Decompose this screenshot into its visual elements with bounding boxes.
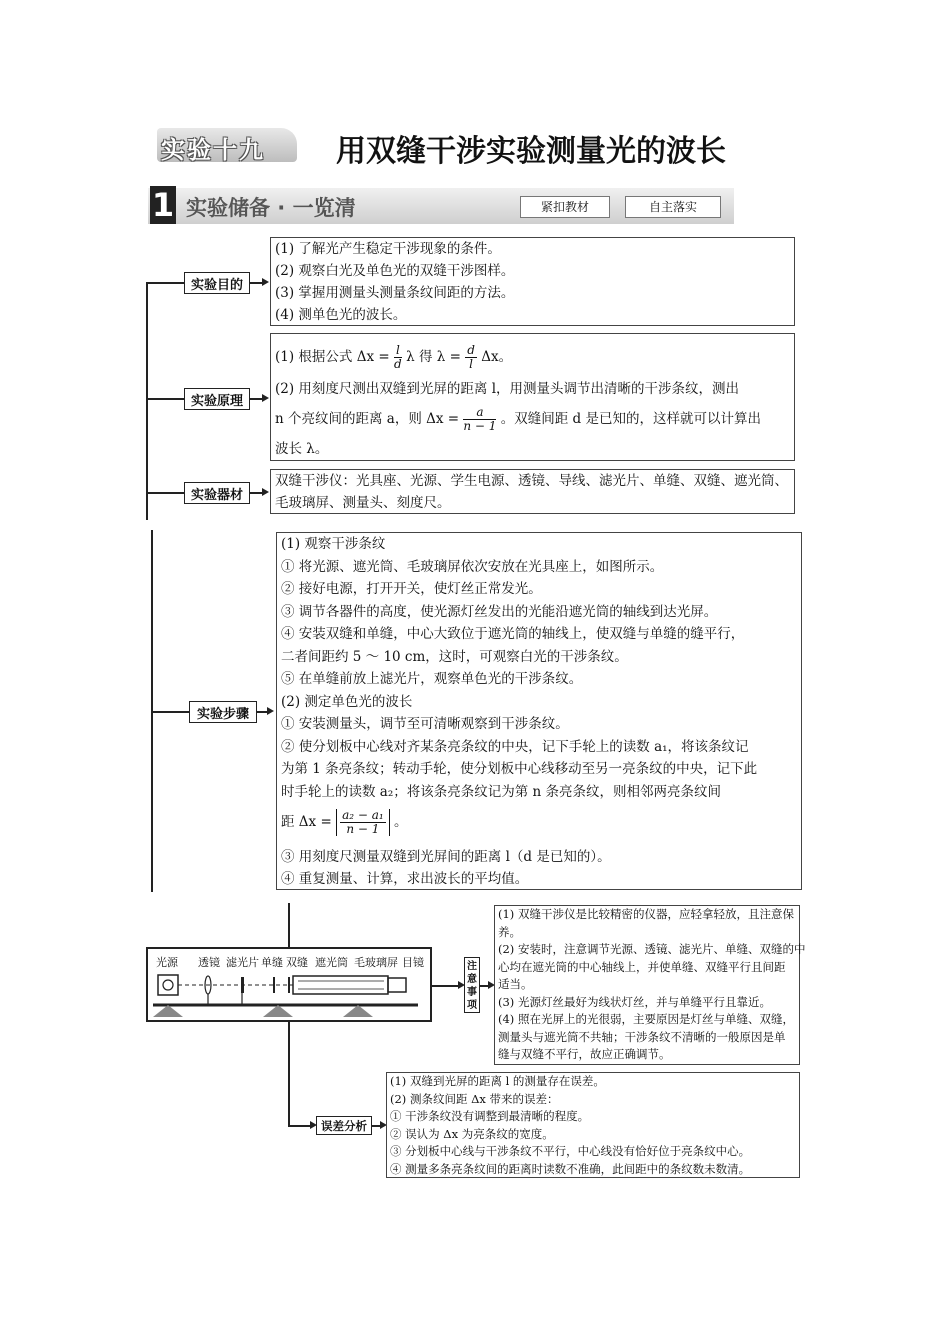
formula-fraction: $\frac{a}{n - 1}$	[463, 405, 497, 433]
apparatus-label: 透镜	[198, 956, 220, 969]
apparatus-label: 目镜	[402, 956, 424, 969]
notes-label-text: 注意事项	[467, 961, 477, 1011]
text: λ 得 λ =	[406, 349, 461, 365]
purpose-item: (2) 观察白光及单色光的双缝干涉图样。	[275, 263, 515, 279]
equipment-box	[270, 469, 795, 514]
equipment-line: 毛玻璃屏、测量头、刻度尺。	[275, 495, 451, 511]
abs-bracket	[336, 809, 390, 836]
step-line: ① 将光源、遮光筒、毛玻璃屏依次安放在光具座上，如图所示。	[281, 558, 664, 575]
text: (1) 根据公式 Δx =	[275, 349, 390, 365]
text: 。双缝间距 d 是已知的，这样就可以计算出	[500, 411, 761, 427]
step-line: ⑤ 在单缝前放上滤光片，观察单色光的干涉条纹。	[281, 671, 583, 687]
step-line: ② 接好电源，打开开关，使灯丝正常发光。	[281, 581, 542, 597]
purpose-item: (3) 掌握用测量头测量条纹间距的方法。	[275, 285, 515, 301]
tree-trunk-upper	[146, 282, 148, 520]
step-line: ③ 调节各器件的高度，使光源灯丝发出的光能沿遮光筒的轴线到达光屏。	[281, 603, 718, 620]
tree-trunk-lower	[288, 903, 290, 947]
notes-label	[464, 957, 480, 1013]
step-line: ④ 安装双缝和单缝，中心大致位于遮光筒的轴线上，使双缝与单缝的缝平行，	[281, 626, 745, 642]
errors-label: 误差分析	[316, 1116, 372, 1135]
experiment-badge-text: 实验十九	[161, 136, 265, 164]
step-line: 时手轮上的读数 a₂；将该条亮条纹记为第 n 条亮条纹，则相邻两亮条纹间	[281, 783, 722, 800]
text: n 个亮纹间的距离 a，则 Δx =	[275, 411, 460, 427]
apparatus-label: 双缝	[286, 956, 308, 969]
optical-bench-drawing	[148, 967, 430, 1020]
note-line: 养。	[498, 924, 521, 939]
apparatus-diagram	[146, 947, 432, 1022]
text: Δx。	[481, 349, 513, 365]
error-line: ④ 测量多条亮条纹间的距离时读数不准确，此间距中的条纹数未数清。	[390, 1161, 751, 1176]
self-study-button[interactable]: 自主落实	[625, 196, 721, 218]
principle-line-4: 波长 λ。	[275, 441, 329, 457]
error-line: ② 误认为 Δx 为亮条纹的宽度。	[390, 1126, 554, 1141]
text: 距 Δx =	[281, 814, 332, 830]
errors-box	[386, 1072, 800, 1178]
step-line: (1) 观察干涉条纹	[281, 536, 386, 552]
note-line: 心均在遮光筒的中心轴线上，并使单缝、双缝平行且间距	[498, 959, 786, 974]
error-line: (2) 测条纹间距 Δx 带来的误差：	[390, 1091, 559, 1106]
formula-fraction: $\frac{\text{a₂ − a₁}}{n - 1}$	[342, 808, 384, 836]
apparatus-label: 滤光片	[226, 956, 259, 969]
principle-line-1	[275, 344, 512, 371]
tree-trunk-lower-2	[288, 1022, 290, 1126]
note-line: 缝与双缝不平行，故应正确调节。	[498, 1047, 671, 1061]
steps-label: 实验步骤	[189, 701, 257, 723]
experiment-badge	[157, 128, 297, 162]
notes-box	[494, 905, 806, 1065]
equipment-label: 实验器材	[184, 482, 250, 504]
equipment-line: 双缝干涉仪：光具座、光源、学生电源、透镜、导线、滤光片、单缝、双缝、遮光筒、	[275, 473, 788, 489]
step-line: ① 安装测量头，调节至可清晰观察到干涉条纹。	[281, 716, 569, 732]
purpose-item: (4) 测单色光的波长。	[275, 307, 407, 323]
step-line: (2) 测定单色光的波长	[281, 693, 413, 710]
step-line: ③ 用刻度尺测量双缝到光屏间的距离 l（d 是已知的）。	[281, 849, 611, 865]
purpose-item: (1) 了解光产生稳定干涉现象的条件。	[275, 241, 501, 257]
section-number: 1	[151, 186, 175, 224]
note-line: (1) 双缝干涉仪是比较精密的仪器，应轻拿轻放，且注意保	[498, 907, 794, 921]
note-line: (4) 照在光屏上的光很弱，主要原因是灯丝与单缝、双缝，	[498, 1012, 794, 1026]
step-line: ② 使分划板中心线对齐某条亮条纹的中央，记下手轮上的读数 a₁，将该条纹记	[281, 738, 749, 755]
step-line: 二者间距约 5 ～ 10 cm，这时，可观察白光的干涉条纹。	[281, 648, 628, 665]
note-line: 测量头与遮光筒不共轴；干涉条纹不清晰的一般原因是单	[498, 1029, 786, 1044]
principle-label: 实验原理	[184, 388, 250, 410]
formula-fraction: $\frac{l}{d}$	[394, 343, 402, 371]
note-line: 适当。	[498, 977, 533, 991]
apparatus-label: 光源	[156, 956, 178, 969]
textbook-button[interactable]: 紧扣教材	[520, 196, 610, 218]
error-line: (1) 双缝到光屏的距离 l 的测量存在误差。	[390, 1074, 605, 1088]
step-line: ④ 重复测量、计算，求出波长的平均值。	[281, 871, 529, 887]
apparatus-label: 单缝	[261, 956, 283, 969]
purpose-label: 实验目的	[184, 272, 250, 294]
text: 。	[393, 814, 408, 830]
principle-box	[270, 333, 795, 461]
error-line: ③ 分划板中心线与干涉条纹不平行，中心线没有恰好位于亮条纹中心。	[390, 1144, 751, 1158]
note-line: (3) 光源灯丝最好为线状灯丝，并与单缝平行且靠近。	[498, 994, 771, 1009]
note-line: (2) 安装时，注意调节光源、透镜、滤光片、单缝、双缝的中	[498, 942, 806, 956]
section-bar	[148, 188, 734, 224]
step-formula-line	[281, 809, 407, 836]
step-line: 为第 1 条亮条纹；转动手轮，使分划板中心线移动至另一亮条纹的中央，记下此	[281, 761, 758, 777]
principle-line-2: (2) 用刻度尺测出双缝到光屏的距离 l，用测量头调节出清晰的干涉条纹，测出	[275, 381, 740, 397]
apparatus-label: 遮光筒	[315, 956, 348, 969]
apparatus-label: 毛玻璃屏	[354, 956, 398, 969]
page-title: 用双缝干涉实验测量光的波长	[336, 134, 726, 169]
error-line: ① 干涉条纹没有调整到最清晰的程度。	[390, 1109, 590, 1123]
section-title: 实验储备 · 一览清	[186, 196, 356, 220]
principle-line-3	[275, 406, 761, 433]
purpose-box	[270, 237, 795, 326]
formula-fraction: $\frac{d}{l}$	[467, 343, 475, 371]
steps-box	[276, 532, 802, 890]
